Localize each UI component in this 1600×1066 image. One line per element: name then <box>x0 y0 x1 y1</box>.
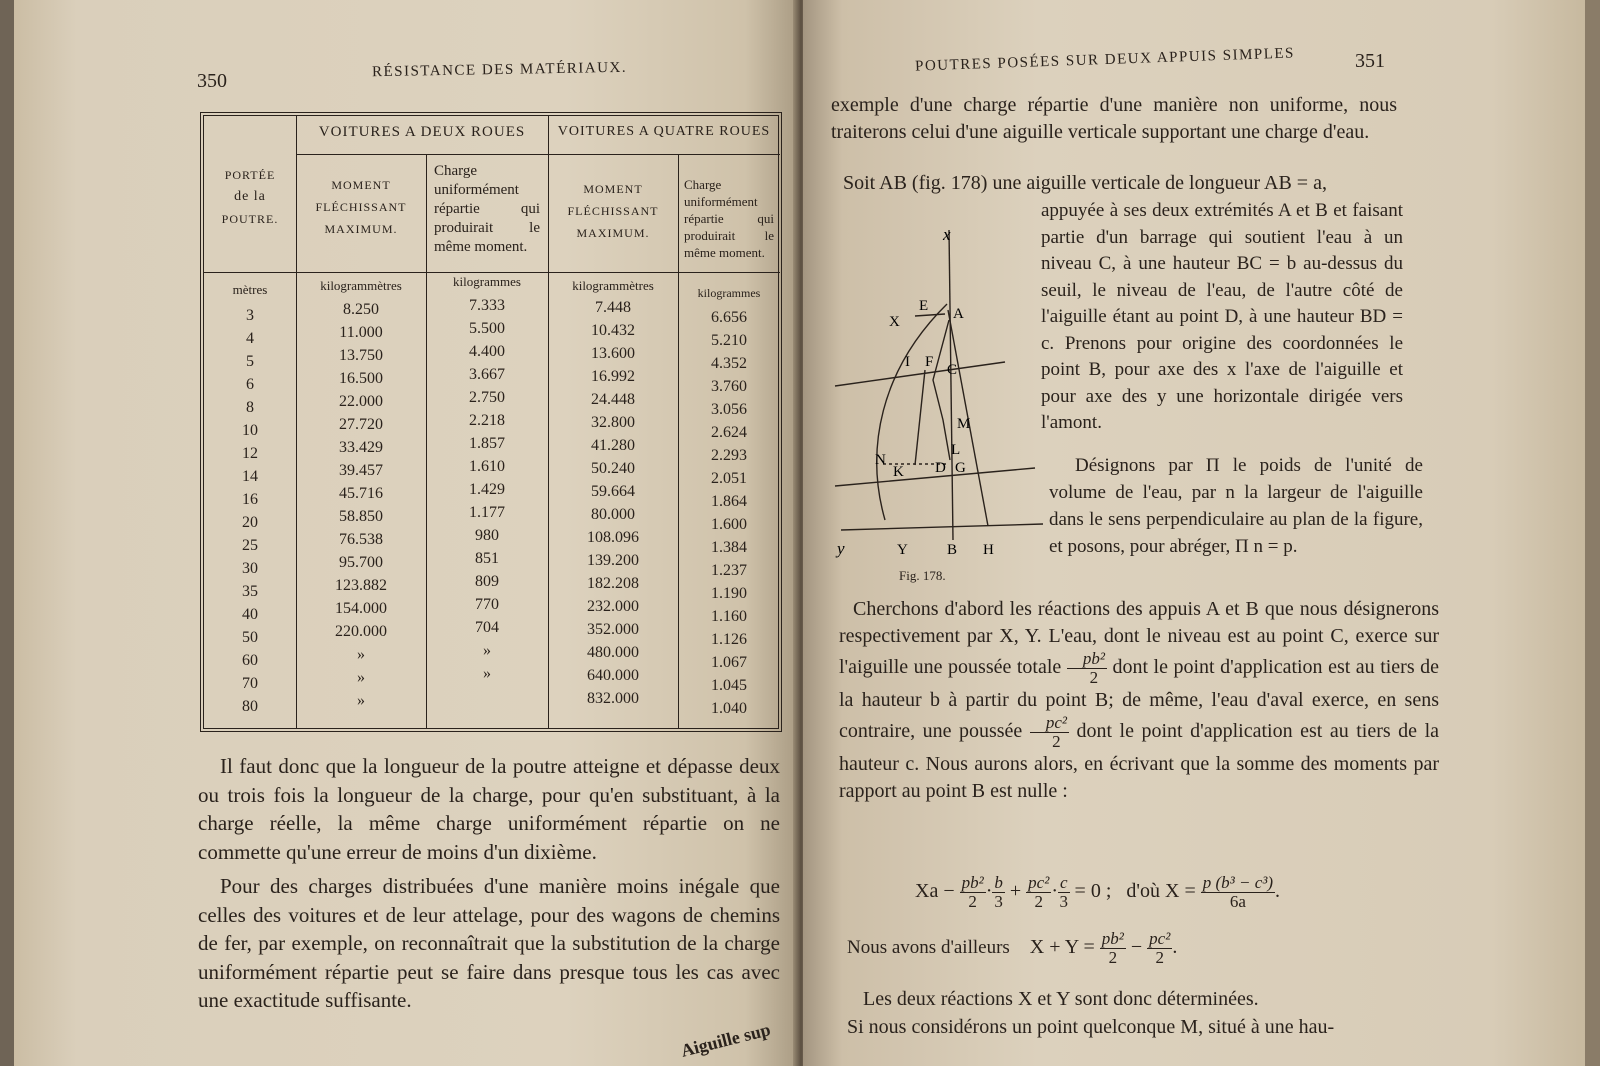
table-cell: 139.200 <box>587 552 639 569</box>
table-cell: 59.664 <box>591 483 635 500</box>
fig-label-X: X <box>889 314 900 330</box>
load-table <box>200 112 782 732</box>
table-cell: 704 <box>475 619 499 636</box>
table-cell: 1.177 <box>469 504 505 521</box>
fig-label-N: N <box>875 452 886 468</box>
table-cell: 5 <box>246 353 254 370</box>
frac-pc2: $\frac{\text{pc²}}{2}$ <box>1030 714 1069 751</box>
table-cell: 58.850 <box>339 508 383 525</box>
moment-header-4: MOMENT FLÉCHISSANT MAXIMUM. <box>567 182 659 240</box>
table-cell: 33.429 <box>339 439 383 456</box>
charge-header-4: Charge uniformément répartie qui produirait le même moment. <box>684 177 774 260</box>
fig-label-Y: Y <box>897 542 908 558</box>
table-cell: 1.040 <box>711 700 747 717</box>
table-cell: 980 <box>475 527 499 544</box>
four-wheel-header: VOITURES A QUATRE ROUES <box>557 124 771 139</box>
table-cell: 3.056 <box>711 401 747 418</box>
unit-kg-2: kilogrammes <box>453 274 521 289</box>
designons-text: Désignons par Π le poids de l'unité de volume de l'eau, par n la largeur de l'aiguille dans le sens perpendiculaire au plan de la figure, et posons, pour abréger, Π n = p. <box>1049 455 1423 557</box>
table-cell: 95.700 <box>339 554 383 571</box>
equation-moments: Xa − $\frac{\text{pb²}}{2}$ · $\frac{b}{3}$ + $\frac{\text{pc²}}{2}$ · $\frac{c}{3}$ = 0 ; d'où X = $\frac{\text{p (b³ − c³)}}{6a}$ . <box>915 873 1281 911</box>
table-cell: 3.667 <box>469 366 505 383</box>
table-cell: » <box>357 692 365 709</box>
table-cell: 851 <box>475 550 499 567</box>
table-cell: 7.448 <box>595 299 631 316</box>
table-cell: 2.293 <box>711 447 747 464</box>
left-page-number: 350 <box>197 70 227 92</box>
wrap-text: appuyée à ses deux extrémités A et B et faisant partie d'un barrage qui soutient l'eau à un niveau C, à une hauteur BC = b au-dessus du seuil, le niveau de l'eau, de l'autre côté de l'aiguille étant au point D, à une hauteur BD = c. Prenons pour origine des coordonnées le point B, pour axe des x l'axe de l'aiguille et pour axe des y une horizontale dirigée vers l'amont. <box>1041 200 1403 433</box>
table-cell: 40 <box>242 606 258 623</box>
frac-pb2: $\frac{\text{pb²}}{2}$ <box>1067 650 1107 687</box>
figure-caption: Fig. 178. <box>899 568 946 583</box>
table-cell: 60 <box>242 652 258 669</box>
table-cell: 1.429 <box>469 481 505 498</box>
fig-label-D: D <box>935 460 946 476</box>
table-cell: 640.000 <box>587 667 639 684</box>
fig-label-H: H <box>983 542 994 558</box>
table-cell: 1.864 <box>711 493 747 510</box>
table-cell: 2.051 <box>711 470 747 487</box>
soit-line: Soit AB (fig. 178) une aiguille verticale de longueur AB = a, <box>843 172 1327 194</box>
portee-column <box>204 304 296 718</box>
fig-label-x: x <box>943 225 951 244</box>
fig-label-y: y <box>837 539 845 558</box>
table-cell: 809 <box>475 573 499 590</box>
table-cell: 50 <box>242 629 258 646</box>
fig-label-L: L <box>951 442 961 458</box>
conclusion-text: Les deux réactions X et Y sont donc déterminées. <box>863 988 1259 1010</box>
table-cell: 232.000 <box>587 598 639 615</box>
last-line: Si nous considérons un point quelconque M, situé à une hau- <box>847 1016 1335 1038</box>
table-cell: 4 <box>246 330 254 347</box>
table-cell: 5.500 <box>469 320 505 337</box>
fig-label-A: A <box>953 306 964 322</box>
table-cell: » <box>483 665 491 682</box>
table-cell: 352.000 <box>587 621 639 638</box>
table-cell: 12 <box>242 445 258 462</box>
equation-sum: Nous avons d'ailleurs X + Y = $\frac{\text{pb²}}{2}$ − $\frac{\text{pc²}}{2}$ . <box>847 929 1178 967</box>
table-cell: 480.000 <box>587 644 639 661</box>
unit-kgm-2: kilogrammètres <box>320 278 402 293</box>
table-cell: 2.750 <box>469 389 505 406</box>
table-cell: 108.096 <box>587 529 639 546</box>
left-paragraph-1: Il faut donc que la longueur de la poutre atteigne et dépasse deux ou trois fois la longueur de la charge, pour qu'en substituant, à la charge réelle, la même charge uniformément répartie on ne commette qu'une erreur de moins d'un dixième. <box>198 754 780 864</box>
right-page-number: 351 <box>1355 50 1385 72</box>
fig-label-K: K <box>893 464 904 480</box>
table-cell: 154.000 <box>335 600 387 617</box>
table-cell: 80.000 <box>591 506 635 523</box>
table-cell: 3 <box>246 307 254 324</box>
table-cell: 45.716 <box>339 485 383 502</box>
unit-kg-4: kilogrammes <box>697 286 761 300</box>
table-cell: 1.600 <box>711 516 747 533</box>
unit-metres: mètres <box>232 282 268 297</box>
left-page <box>14 0 800 1066</box>
table-cell: 80 <box>242 698 258 715</box>
table-cell: 182.208 <box>587 575 639 592</box>
table-cell: 70 <box>242 675 258 692</box>
right-running-head: POUTRES POSÉES SUR DEUX APPUIS SIMPLES <box>914 45 1296 75</box>
fig-label-C: C <box>947 362 958 378</box>
table-cell: 1.160 <box>711 608 747 625</box>
table-cell: 16 <box>242 491 258 508</box>
fig-label-M: M <box>957 416 971 432</box>
moment-4-column <box>548 296 678 710</box>
table-cell: 123.882 <box>335 577 387 594</box>
table-cell: 770 <box>475 596 499 613</box>
left-bottom-fragment: Aiguille sup <box>678 1019 773 1061</box>
charge-4-column <box>678 306 780 720</box>
table-cell: 30 <box>242 560 258 577</box>
table-cell: 3.760 <box>711 378 747 395</box>
table-cell: 5.210 <box>711 332 747 349</box>
intro-text: exemple d'une charge répartie d'une manière non uniforme, nous traiterons celui d'une aiguille verticale supportant une charge d'eau. <box>831 94 1397 143</box>
two-wheel-header: VOITURES A DEUX ROUES <box>318 124 526 140</box>
table-cell: » <box>357 646 365 663</box>
table-cell: 6.656 <box>711 309 747 326</box>
right-edge-shadow <box>1585 0 1600 1066</box>
table-cell: 1.126 <box>711 631 747 648</box>
portee-header: PORTÉE de la POUTRE. <box>221 168 279 226</box>
table-cell: 1.237 <box>711 562 747 579</box>
table-cell: 10.432 <box>591 322 635 339</box>
table-cell: 24.448 <box>591 391 635 408</box>
table-cell: 6 <box>246 376 254 393</box>
table-cell: 8 <box>246 399 254 416</box>
charge-2-column <box>426 294 548 708</box>
table-cell <box>426 685 548 708</box>
reactions-text: Cherchons d'abord les réactions des appuis A et B que nous désignerons respectivement par X, Y. L'eau, dont le niveau est au point C, exerce sur l'aiguille une poussée totale $\frac{\text{pb²}}{2}$ dont le point d'application est au tiers de la hauteur b à partir du point B; de même, l'eau d'aval exerce, en sens contraire, une poussée $\frac{\text{pc²}}{2}$ dont le point d'application est au tiers de la hauteur c. Nous aurons alors, en écrivant que la somme des moments par rapport au point B est nulle : <box>839 598 1440 802</box>
table-cell: 1.045 <box>711 677 747 694</box>
table-cell: 32.800 <box>591 414 635 431</box>
fig-label-B: B <box>947 542 958 558</box>
table-cell: 39.457 <box>339 462 383 479</box>
table-cell: 220.000 <box>335 623 387 640</box>
figure-178 <box>825 220 1065 580</box>
moment-header-2: MOMENT FLÉCHISSANT MAXIMUM. <box>315 178 407 236</box>
table-cell: 50.240 <box>591 460 635 477</box>
table-cell: 13.750 <box>339 347 383 364</box>
table-cell: 41.280 <box>591 437 635 454</box>
table-cell: 14 <box>242 468 258 485</box>
unit-kgm-4: kilogrammètres <box>572 278 654 293</box>
fig-label-I: I <box>905 354 910 370</box>
left-running-head: RÉSISTANCE DES MATÉRIAUX. <box>371 59 628 81</box>
table-cell: 4.352 <box>711 355 747 372</box>
table-cell: 832.000 <box>587 690 639 707</box>
table-cell: » <box>483 642 491 659</box>
table-cell: 20 <box>242 514 258 531</box>
table-cell: 1.190 <box>711 585 747 602</box>
table-cell: » <box>357 669 365 686</box>
table-cell: 11.000 <box>339 324 383 341</box>
table-cell: 22.000 <box>339 393 383 410</box>
table-cell: 1.610 <box>469 458 505 475</box>
table-cell: 1.857 <box>469 435 505 452</box>
table-cell: 2.218 <box>469 412 505 429</box>
table-cell: 7.333 <box>469 297 505 314</box>
table-cell: 25 <box>242 537 258 554</box>
fig-label-G: G <box>955 460 966 476</box>
table-cell: 8.250 <box>343 301 379 318</box>
right-page <box>803 0 1585 1066</box>
table-cell: 4.400 <box>469 343 505 360</box>
fig-label-F: F <box>925 354 934 370</box>
table-cell: 35 <box>242 583 258 600</box>
left-paragraph-2: Pour des charges distribuées d'une manière moins inégale que celles des voitures et de leur attelage, pour des wagons de chemins de fer, par exemple, on reconnaîtrait que la substitution de la charge uniformément répartie peut se faire dans presque tous les cas avec une exactitude suffisante. <box>198 874 780 1012</box>
table-cell: 10 <box>242 422 258 439</box>
table-cell: 1.067 <box>711 654 747 671</box>
moment-2-column <box>296 298 426 712</box>
table-cell: 2.624 <box>711 424 747 441</box>
charge-header-2: Charge uniformément répartie qui produirait le même moment. <box>434 163 540 255</box>
table-cell: 16.500 <box>339 370 383 387</box>
table-cell: 16.992 <box>591 368 635 385</box>
table-cell: 1.384 <box>711 539 747 556</box>
table-cell: 76.538 <box>339 531 383 548</box>
fig-label-E: E <box>919 298 929 314</box>
table-cell: 27.720 <box>339 416 383 433</box>
table-cell: 13.600 <box>591 345 635 362</box>
